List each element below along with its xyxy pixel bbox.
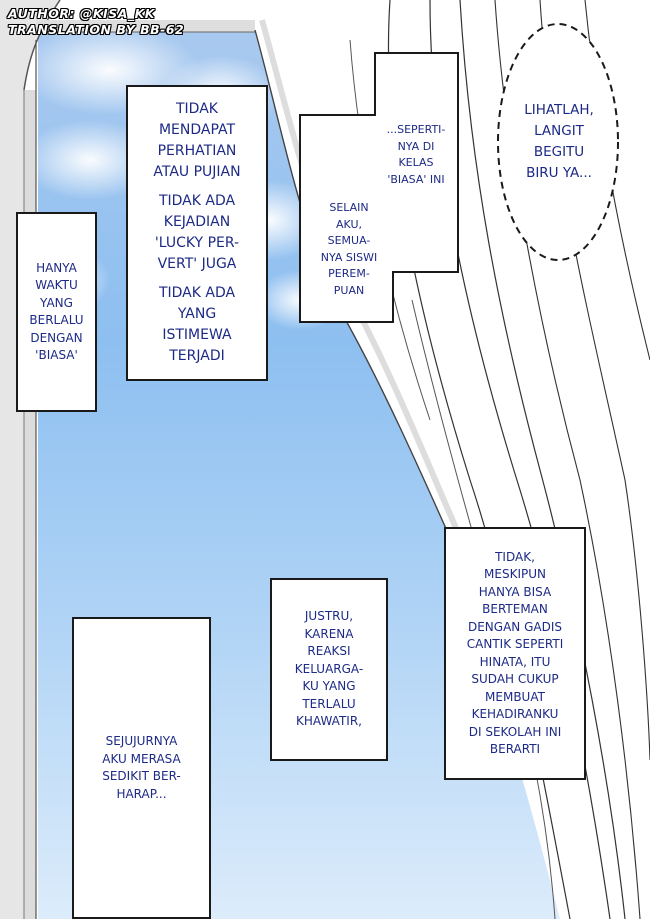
caption-line: MESKIPUN <box>484 567 546 581</box>
caption-line: VERT' JUGA <box>157 256 237 272</box>
caption-line: HANYA BISA <box>478 584 552 599</box>
caption-line: ATAU PUJIAN <box>153 164 241 180</box>
caption-line: NYA DI <box>397 139 435 153</box>
caption-line: ISTIMEWA <box>162 327 232 343</box>
caption-line: HANYA <box>36 260 77 275</box>
caption-line: TIDAK, <box>495 549 535 564</box>
bubble-line: BEGITU <box>533 144 585 160</box>
caption-line: KHAWATIR, <box>296 714 362 729</box>
caption-line: KELAS <box>398 156 434 169</box>
bubble-line: BIRU YA... <box>526 165 592 181</box>
caption-line: KELUARGA- <box>294 661 364 676</box>
caption-line: 'BIASA' <box>35 348 78 362</box>
caption-line: KU YANG <box>302 679 356 694</box>
caption-line: HARAP... <box>116 786 167 801</box>
caption-line: SUDAH CUKUP <box>471 672 559 686</box>
author-credit: AUTHOR: @KISA_KK <box>8 6 155 21</box>
caption-line: KARENA <box>304 626 354 641</box>
caption-line: TERJADI <box>169 348 225 364</box>
caption-line: NYA SISWI <box>320 250 378 264</box>
caption-line: TIDAK ADA <box>158 285 236 301</box>
caption-line: HINATA, ITU <box>479 654 551 669</box>
bubble-line: LIHATLAH, <box>524 102 594 118</box>
translation-credit: TRANSLATION BY BB-62 <box>8 22 185 37</box>
caption-line: YANG <box>177 306 217 322</box>
caption-line: PERHATIAN <box>157 143 237 159</box>
caption-line: AKU, <box>336 217 362 231</box>
caption-line: TERLALU <box>302 696 356 711</box>
caption-line: PEREM- <box>328 267 370 280</box>
caption-line: BERARTI <box>489 742 541 756</box>
thought-bubble-text <box>500 100 618 184</box>
caption-line: JUSTRU, <box>304 609 354 624</box>
caption-line: PUAN <box>333 283 365 297</box>
caption-line: ...SEPERTI- <box>386 123 446 136</box>
caption-line: 'LUCKY PER- <box>154 235 240 251</box>
caption-line: KEHADIRANKU <box>471 707 559 721</box>
caption-line: SEDIKIT BER- <box>102 769 181 783</box>
caption-line: DENGAN GADIS <box>467 619 562 634</box>
caption-line: MEMBUAT <box>485 689 545 704</box>
caption-line: BERTEMAN <box>482 602 548 616</box>
caption-line: SEMUA- <box>327 234 371 247</box>
caption-line: TIDAK ADA <box>158 193 236 209</box>
caption-line: TIDAK <box>176 101 218 117</box>
caption-line: KEJADIAN <box>163 214 231 230</box>
bubble-line: LANGIT <box>534 123 584 139</box>
caption-line: SELAIN <box>329 201 369 214</box>
caption-line: MENDAPAT <box>158 122 236 138</box>
caption-line: DENGAN <box>30 330 83 345</box>
caption-line: YANG <box>40 295 73 310</box>
caption-line: BERLALU <box>29 313 84 327</box>
caption-box-justru <box>270 578 388 761</box>
caption-line: 'BIASA' INI <box>387 172 445 186</box>
caption-line: SEJUJURNYA <box>105 734 178 748</box>
caption-line: WAKTU <box>35 278 78 292</box>
caption-line: REAKSI <box>307 644 351 659</box>
caption-line: CANTIK SEPERTI <box>466 637 564 651</box>
caption-box-sejujurnya <box>72 617 211 919</box>
caption-line: AKU MERASA <box>102 751 181 766</box>
caption-line: DI SEKOLAH INI <box>468 724 562 739</box>
caption-box-meskipun <box>444 527 586 780</box>
